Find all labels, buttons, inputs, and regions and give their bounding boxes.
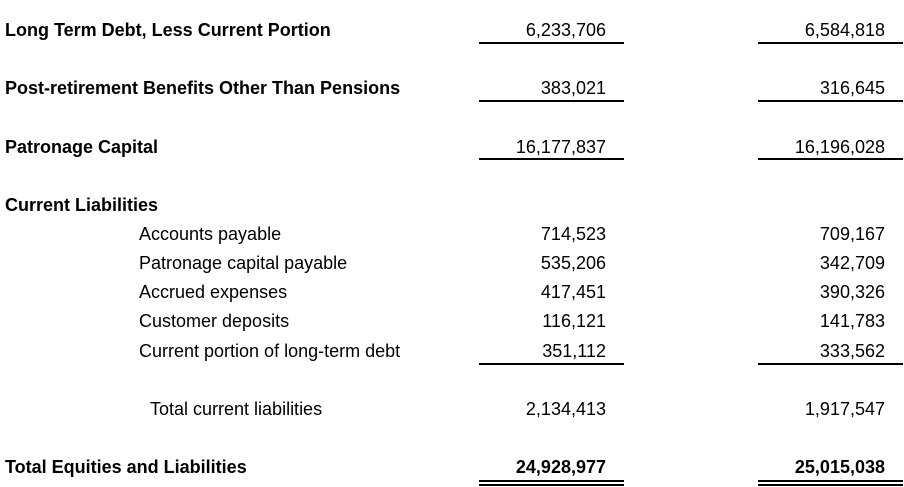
post-retirement-value-col1: 383,021: [540, 78, 606, 98]
patronage-capital-payable-value-col2: 342,709: [819, 253, 885, 273]
row-label-customer-deposits: Customer deposits: [139, 311, 290, 331]
current-portion-ltd-value-col1: 351,112: [542, 341, 606, 361]
post-retirement-value-col2: 316,645: [819, 78, 885, 98]
patronage-capital-payable-value-col1: 535,206: [540, 253, 606, 273]
current-portion-ltd-value-col2: 333,562: [819, 341, 885, 361]
row-label-post-retirement: Post-retirement Benefits Other Than Pensions: [5, 78, 401, 98]
section-heading-current-liabilities: Current Liabilities: [5, 195, 159, 215]
accounts-payable-value-col1: 714,523: [540, 224, 606, 244]
double-underline-col1-bottom: [479, 484, 624, 486]
underline-col1: [479, 363, 624, 365]
underline-col2: [758, 363, 903, 365]
long-term-debt-value-col1: 6,233,706: [525, 20, 606, 40]
total-current-liabilities-value-col1: 2,134,413: [525, 399, 606, 419]
customer-deposits-value-col2: 141,783: [819, 311, 885, 331]
total-equities-liabilities-value-col1: 24,928,977: [515, 457, 606, 477]
underline-col2: [758, 158, 903, 160]
double-underline-col2-top: [758, 480, 903, 482]
row-label-patronage-capital: Patronage Capital: [5, 137, 159, 157]
double-underline-col1-top: [479, 480, 624, 482]
row-label-total-current-liabilities: Total current liabilities: [150, 399, 323, 419]
underline-col1: [479, 158, 624, 160]
total-current-liabilities-value-col2: 1,917,547: [804, 399, 885, 419]
underline-col2: [758, 42, 903, 44]
total-equities-liabilities-value-col2: 25,015,038: [794, 457, 885, 477]
accounts-payable-value-col2: 709,167: [819, 224, 885, 244]
accrued-expenses-value-col2: 390,326: [819, 282, 885, 302]
row-label-accounts-payable: Accounts payable: [139, 224, 282, 244]
patronage-capital-value-col1: 16,177,837: [515, 137, 606, 157]
customer-deposits-value-col1: 116,121: [542, 311, 606, 331]
row-label-long-term-debt: Long Term Debt, Less Current Portion: [5, 20, 331, 40]
patronage-capital-value-col2: 16,196,028: [794, 137, 885, 157]
double-underline-col2-bottom: [758, 484, 903, 486]
long-term-debt-value-col2: 6,584,818: [804, 20, 885, 40]
row-label-accrued-expenses: Accrued expenses: [139, 282, 288, 302]
underline-col1: [479, 100, 624, 102]
row-label-current-portion-ltd: Current portion of long-term debt: [139, 341, 401, 361]
row-label-patronage-capital-payable: Patronage capital payable: [139, 253, 348, 273]
underline-col1: [479, 42, 624, 44]
underline-col2: [758, 100, 903, 102]
accrued-expenses-value-col1: 417,451: [540, 282, 606, 302]
row-label-total-equities-liabilities: Total Equities and Liabilities: [5, 457, 247, 477]
